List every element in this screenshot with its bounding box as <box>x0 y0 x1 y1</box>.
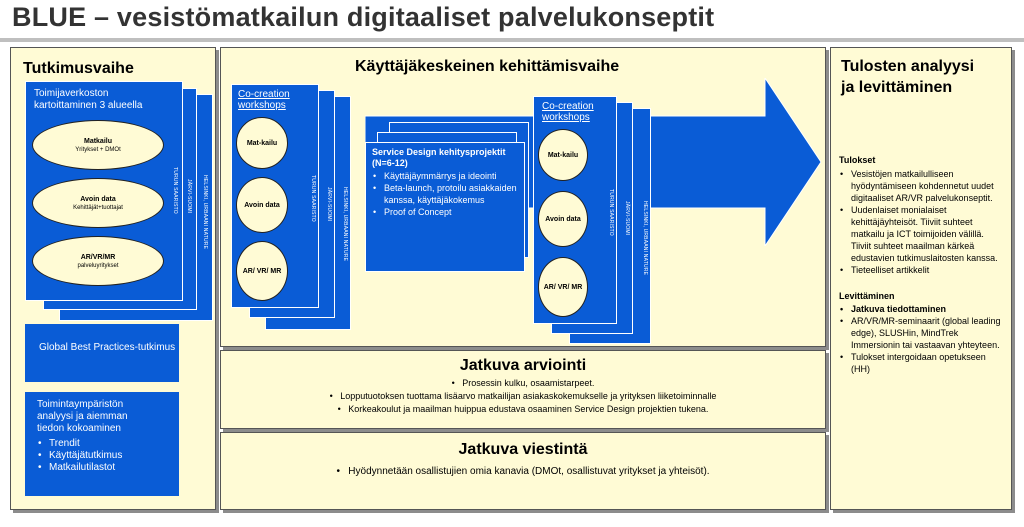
ellipse-ar-vr <box>32 236 164 286</box>
layer-label: JÄRVI-SUOMI <box>326 187 332 222</box>
cocreation1-layer-1 <box>231 84 319 308</box>
cocreation2-title: Co-creation workshops <box>542 101 594 123</box>
cocreation2-layer-1 <box>533 96 617 324</box>
ellipse-title: Matkailu <box>83 137 112 145</box>
cocreation1-ellipse-tourism <box>236 117 288 169</box>
results-panel <box>830 47 1012 510</box>
continuous-communication-panel <box>220 432 826 510</box>
environment-analysis-box <box>25 392 179 496</box>
dissemination-subtitle: Levittäminen <box>839 291 895 301</box>
layer-label: TURUN SAARISTO <box>310 175 316 222</box>
list-item-text: Hyödynnetään osallistujien omia kanavia (DMOt, osallistuvat yritykset ja yhteisöt). <box>348 466 710 477</box>
ellipse-title: AR/ VR/ MR <box>543 283 583 291</box>
list-item: • Lopputuotoksen tuottama lisäarvo matkailijan asiakaskokemukselle ja yrityksen liiketoiminnalle <box>329 391 717 401</box>
results-content <box>839 154 1005 375</box>
stack-layer-1 <box>25 81 183 301</box>
cocreation2-ellipse-ar-vr <box>538 257 588 317</box>
ellipse-title: AR/VR/MR <box>80 253 116 261</box>
ellipse-subtitle: Yritykset + DMOt <box>75 146 121 153</box>
list-item-text: Korkeakoulut ja maailman huippua edustava osaaminen Service Design projektien tukena. <box>348 404 709 414</box>
service-design-box <box>365 142 525 272</box>
layer-label: JÄRVI-SUOMI <box>624 201 630 236</box>
results-header: Tulosten analyysi ja levittäminen <box>841 58 975 96</box>
cocreation2-ellipse-open-data <box>538 191 588 247</box>
ellipse-open-data <box>32 178 164 228</box>
global-best-practices-box <box>25 324 179 382</box>
ellipse-tourism <box>32 120 164 170</box>
list-item: • Korkeakoulut ja maailman huippua edustava osaaminen Service Design projektien tukena. <box>337 404 709 414</box>
user-centric-phase-header: Käyttäjäkeskeinen kehittämisvaihe <box>355 58 620 75</box>
ellipse-subtitle: Kehittäjät+tuottajat <box>73 204 123 211</box>
results-list <box>839 168 1005 276</box>
list-item: • Jatkuva tiedottaminen <box>839 303 1005 315</box>
list-item: • Käyttäjätutkimus <box>37 450 179 462</box>
list-item: • AR/VR/MR-seminaarit (global leading edge), SLUSHin, MindTrek Immersionin tai vastaavan yhteyteen. <box>839 315 1005 351</box>
list-item: • Tieteelliset artikkelit <box>839 264 1005 276</box>
research-phase-header: Tutkimusvaihe <box>23 60 134 77</box>
ellipse-title: Mat-kailu <box>547 151 579 159</box>
service-design-list <box>372 170 518 218</box>
list-item-text: Lopputuotoksen tuottama lisäarvo matkailijan asiakaskokemukselle ja yrityksen liiketoiminnalle <box>340 391 717 401</box>
layer-label: HELSINKI, URBAANI NATURE <box>642 201 648 276</box>
list-item: • Matkailutilastot <box>37 462 179 474</box>
ellipse-title: Avoin data <box>545 215 581 223</box>
research-phase-panel <box>10 47 216 510</box>
list-item: • Hyödynnetään osallistujien omia kanavia (DMOt, osallistuvat yritykset ja yhteisöt). <box>336 466 710 477</box>
layer-label: JÄRVI-SUOMI <box>186 179 192 214</box>
network-mapping-title: Toimijaverkoston kartoittaminen 3 alueella <box>34 88 143 111</box>
continuous-communication-header: Jatkuva viestintä <box>458 441 588 458</box>
layer-label: TURUN SAARISTO <box>608 189 614 236</box>
continuous-communication-list <box>221 465 825 478</box>
continuous-evaluation-list <box>221 377 825 416</box>
environment-analysis-title: Toimintaympäristön analyysi ja aiemman tiedon kokoaminen <box>37 399 128 434</box>
ellipse-title: Avoin data <box>80 195 116 203</box>
ellipse-subtitle: palveluyritykset <box>77 262 119 269</box>
list-item-text: Prosessin kulku, osaamistarpeet. <box>462 378 595 388</box>
dissemination-list <box>839 303 1005 375</box>
service-design-title: Service Design kehitysprojektit (N=6-12) <box>372 147 506 168</box>
ellipse-title: AR/ VR/ MR <box>242 267 282 275</box>
list-item: • Vesistöjen matkailulliseen hyödyntämiseen kohdennetut uudet digitaaliset AR/VR palvelukonseptit. <box>839 168 1005 204</box>
cocreation1-title: Co-creation workshops <box>238 89 290 111</box>
list-item: • Beta-launch, protoilu asiakkaiden kanssa, käyttäjäkokemus <box>372 182 518 206</box>
list-item: • Tulokset intergoidaan opetukseen (HH) <box>839 351 1005 375</box>
continuous-evaluation-header: Jatkuva arviointi <box>459 357 587 374</box>
list-item: • Trendit <box>37 438 179 450</box>
results-subtitle: Tulokset <box>839 155 876 165</box>
layer-label: HELSINKI, URBAANI NATURE <box>342 187 348 262</box>
cocreation2-ellipse-tourism <box>538 129 588 181</box>
global-best-practices-text: Global Best Practices-tutkimus <box>39 342 176 353</box>
layer-label: HELSINKI, URBAANI NATURE <box>202 175 208 250</box>
list-item: • Prosessin kulku, osaamistarpeet. <box>451 378 595 388</box>
cocreation1-ellipse-ar-vr <box>236 241 288 301</box>
page-title: BLUE – vesistömatkailun digitaaliset palvelukonseptit <box>12 2 715 32</box>
ellipse-title: Mat-kailu <box>246 139 278 147</box>
environment-analysis-list <box>37 438 179 474</box>
list-item: • Uudenlaiset monialaiset kehittäjäyhteisöt. Tiiviit suhteet matkailu ja ICT toimijoiden välillä. Tiiviit suhteet maailman kärkeä edustavien tutkimuslaitosten kanssa. <box>839 204 1005 264</box>
user-centric-phase-panel <box>220 47 826 347</box>
cocreation1-ellipse-open-data <box>236 177 288 233</box>
continuous-evaluation-panel <box>220 350 826 429</box>
ellipse-title: Avoin data <box>244 201 280 209</box>
list-item: • Proof of Concept <box>372 206 518 218</box>
list-item: • Käyttäjäymmärrys ja ideointi <box>372 170 518 182</box>
title-underline <box>0 38 1024 42</box>
layer-label: TURUN SAARISTO <box>172 167 178 214</box>
